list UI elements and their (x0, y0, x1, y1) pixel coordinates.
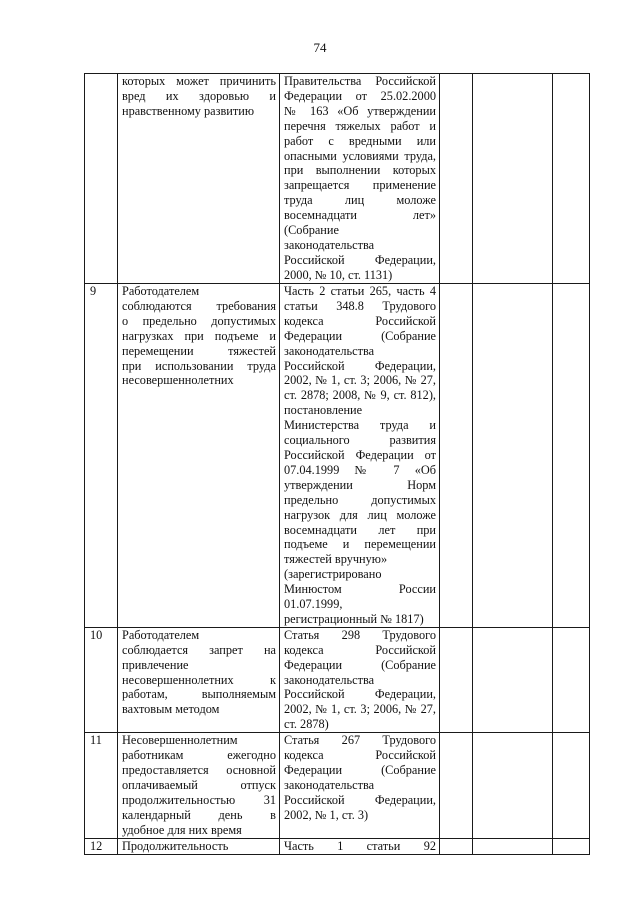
legal-basis-text-line: Российской Федерации, (284, 792, 436, 807)
legal-basis-text-line: Статья 298 Трудового (284, 627, 436, 642)
legal-basis-text-line: Правительства Российской (284, 74, 436, 88)
legal-basis-text-line: запрещается применение (284, 178, 436, 193)
legal-basis-text-line: восемнадцати лет» (284, 208, 436, 223)
legal-basis-cell (280, 627, 440, 732)
requirement-text-line: календарный день в (122, 807, 276, 822)
requirements-table (84, 73, 590, 855)
page-number: 74 (313, 40, 327, 55)
requirement-text-line: Работодателем (122, 627, 200, 642)
requirement-text-line: работам, выполняемым (122, 687, 276, 702)
legal-basis-text-line: опасными условиями труда, (284, 148, 436, 163)
row-number-cell: 9 (85, 284, 118, 628)
legal-basis-text-line: Часть 1 статьи 92 (284, 838, 436, 853)
legal-basis-text-line: Минюстом России (284, 582, 436, 597)
legal-basis-cell (280, 74, 440, 284)
answer-no-cell (473, 733, 553, 838)
table-row (85, 627, 590, 732)
requirement-text-line: при использовании труда (122, 358, 276, 373)
requirement-text-line: которых может причинить (122, 74, 276, 88)
answer-no-cell (473, 284, 553, 628)
requirement-cell (118, 74, 280, 284)
requirement-text-line: соблюдается запрет на (122, 642, 276, 657)
requirement-text-line: о предельно допустимых (122, 313, 276, 328)
answer-na-cell (553, 284, 590, 628)
legal-basis-text-line: (зарегистрировано (284, 567, 382, 582)
requirement-text-line: вред их здоровью и (122, 88, 276, 103)
requirement-text-line: несовершеннолетних (122, 373, 234, 388)
legal-basis-text-line: ст. 2878) (284, 717, 329, 732)
answer-na-cell (553, 627, 590, 732)
legal-basis-text-line: восемнадцати лет при (284, 522, 436, 537)
requirement-text-line: перемещении тяжестей (122, 343, 276, 358)
legal-basis-text-line: Федерации от 25.02.2000 (284, 88, 436, 103)
legal-basis-text-line: 2002, № 1, ст. 3; 2006, № 27, (284, 702, 436, 717)
answer-no-cell (473, 74, 553, 284)
legal-basis-text-line: при выполнении которых (284, 163, 436, 178)
legal-basis-text-line: ст. 2878; 2008, № 9, ст. 812), (284, 388, 436, 403)
row-number-cell (85, 74, 118, 284)
answer-yes-cell (440, 627, 473, 732)
legal-basis-cell (280, 284, 440, 628)
requirement-text-line: привлечение (122, 657, 189, 672)
requirement-text-line: Несовершеннолетним (122, 733, 238, 748)
answer-yes-cell (440, 838, 473, 854)
requirement-text-line: Продолжительность (122, 838, 229, 853)
legal-basis-text-line: законодательства (284, 777, 375, 792)
legal-basis-text-line: подъеме и перемещении (284, 537, 436, 552)
requirement-text-line: продолжительностью 31 (122, 792, 276, 807)
legal-basis-text-line: кодекса Российской (284, 748, 436, 763)
answer-na-cell (553, 74, 590, 284)
row-number-cell: 11 (85, 733, 118, 838)
legal-basis-text-line: нагрузок для лиц моложе (284, 507, 436, 522)
legal-basis-text-line: Статья 267 Трудового (284, 733, 436, 748)
legal-basis-text-line: Российской Федерации, (284, 687, 436, 702)
legal-basis-text-line: кодекса Российской (284, 313, 436, 328)
table-row (85, 74, 590, 284)
requirement-cell (118, 733, 280, 838)
legal-basis-text-line: регистрационный № 1817) (284, 611, 424, 626)
requirement-cell (118, 838, 280, 854)
requirement-text-line: нагрузках при подъеме и (122, 328, 276, 343)
answer-na-cell (553, 838, 590, 854)
requirements-table-body (85, 74, 590, 855)
requirement-text-line: Работодателем (122, 284, 200, 298)
legal-basis-text-line: 01.07.1999, (284, 597, 343, 612)
legal-basis-text-line: утверждении Норм (284, 477, 436, 492)
legal-basis-text-line: социального развития (284, 433, 436, 448)
legal-basis-cell (280, 733, 440, 838)
row-number-cell: 12 (85, 838, 118, 854)
legal-basis-text-line: Федерации (Собрание (284, 763, 436, 777)
requirement-text-line: предоставляется основной (122, 763, 276, 777)
legal-basis-text-line: перечня тяжелых работ и (284, 118, 436, 133)
legal-basis-text-line: работ с вредными или (284, 133, 436, 148)
answer-no-cell (473, 627, 553, 732)
answer-yes-cell (440, 733, 473, 838)
legal-basis-text-line: Министерства труда и (284, 418, 436, 433)
requirement-text-line: несовершеннолетних к (122, 672, 276, 687)
legal-basis-text-line: № 163 «Об утверждении (284, 103, 436, 118)
answer-yes-cell (440, 74, 473, 284)
legal-basis-text-line: постановление (284, 403, 363, 418)
requirement-text-line: нравственному развитию (122, 103, 255, 118)
legal-basis-text-line: 07.04.1999 № 7 «Об (284, 462, 436, 477)
legal-basis-text-line: 2002, № 1, ст. 3; 2006, № 27, (284, 373, 436, 388)
requirement-text-line: оплачиваемый отпуск (122, 777, 276, 792)
requirement-cell (118, 627, 280, 732)
answer-no-cell (473, 838, 553, 854)
legal-basis-text-line: Федерации (Собрание (284, 657, 436, 672)
legal-basis-text-line: статьи 348.8 Трудового (284, 298, 436, 313)
legal-basis-text-line: труда лиц моложе (284, 193, 436, 208)
legal-basis-text-line: Российской Федерации от (284, 447, 436, 462)
requirement-text-line: работникам ежегодно (122, 748, 276, 763)
requirement-text-line: удобное для них время (122, 822, 242, 837)
legal-basis-text-line: кодекса Российской (284, 642, 436, 657)
legal-basis-text-line: 2000, № 10, ст. 1131) (284, 267, 393, 282)
legal-basis-text-line: тяжестей вручную» (284, 552, 388, 567)
table-row (85, 838, 590, 854)
legal-basis-text-line: 2002, № 1, ст. 3) (284, 807, 369, 822)
requirement-text-line: соблюдаются требования (122, 298, 276, 313)
legal-basis-text-line: Федерации (Собрание (284, 328, 436, 343)
legal-basis-text-line: Российской Федерации, (284, 358, 436, 373)
legal-basis-text-line: законодательства (284, 343, 375, 358)
legal-basis-text-line: законодательства (284, 672, 375, 687)
table-row (85, 733, 590, 838)
legal-basis-text-line: Часть 2 статьи 265, часть 4 (284, 284, 436, 298)
legal-basis-text-line: Российской Федерации, (284, 252, 436, 267)
legal-basis-text-line: законодательства (284, 237, 375, 252)
legal-basis-text-line: (Собрание (284, 223, 339, 238)
legal-basis-text-line: предельно допустимых (284, 492, 436, 507)
legal-basis-cell (280, 838, 440, 854)
answer-na-cell (553, 733, 590, 838)
requirement-text-line: вахтовым методом (122, 702, 220, 717)
answer-yes-cell (440, 284, 473, 628)
table-row (85, 284, 590, 628)
row-number-cell: 10 (85, 627, 118, 732)
requirement-cell (118, 284, 280, 628)
